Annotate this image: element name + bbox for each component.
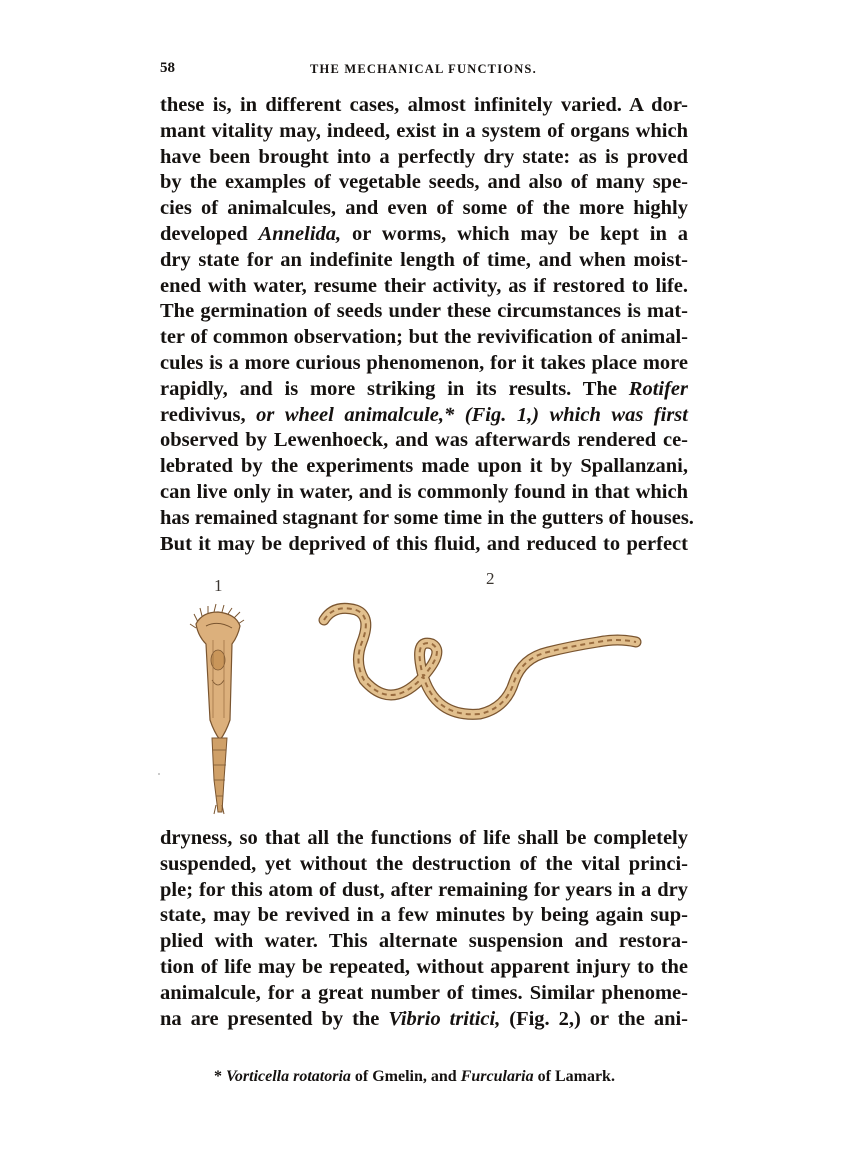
line-text: developed [160,222,259,245]
text-line [160,196,688,222]
line-text: dryness, so that all the functions of life shall be completely [160,827,688,849]
line-text: by the examples of vegetable seeds, and also of many spe- [160,171,688,194]
text-line [160,878,688,904]
line-text: na are presented by the [160,1007,389,1030]
footnote-marker: * [214,1068,222,1085]
line-text: state, may be revived in a few minutes by being again sup- [160,904,688,927]
page-number: 58 [160,60,175,76]
text-line [160,274,688,300]
running-head: THE MECHANICAL FUNCTIONS. [310,62,537,76]
line-text: But it may be deprived of this fluid, and reduced to perfect [160,532,688,555]
text-line [160,1007,688,1033]
italic-term: Vibrio tritici, [388,1007,501,1030]
line-text: animalcule, for a great number of times. Similar phenome- [160,981,688,1004]
figure-2-label: 2 [486,569,495,588]
text-line [160,299,688,325]
line-text: cies of animalcules, and even of some of the more highly [160,197,688,220]
line-text: tion of life may be repeated, without apparent injury to the [160,955,688,978]
line-text: ened with water, resume their activity, as if restored to life. [160,274,688,297]
line-text: dry state for an indefinite length of time, and when moist- [160,248,688,271]
line-text: mant vitality may, indeed, exist in a system of organs which [160,119,688,142]
line-text: observed by Lewenhoeck, and was afterwards rendered ce- [160,429,688,452]
text-line [160,955,688,981]
text-line [160,929,688,955]
text-line [160,852,688,878]
speck [158,773,160,775]
line-text: suspended, yet without the destruction of the vital princi- [160,852,688,875]
text-line [160,170,688,196]
footnote-term-2: Furcularia [460,1068,534,1085]
footnote-text-mid: of Gmelin, and [350,1068,461,1085]
body-paragraph-2 [160,826,688,1032]
italic-term: Annelida, [258,222,342,245]
text-line [160,403,688,429]
text-line [160,454,688,480]
italic-term: Rotifer [628,377,688,400]
text-line [160,351,688,377]
body-paragraph-1 [160,93,694,557]
line-text: have been brought into a perfectly dry state: as is proved [160,145,688,168]
text-line [160,981,688,1007]
rotifer-illustration [180,600,260,815]
line-text: or worms, which may be kept in a [341,222,688,245]
line-text: The germination of seeds under these circumstances is mat- [160,300,688,323]
text-line [160,532,688,558]
text-line [160,480,688,506]
line-text: can live only in water, and is commonly found in that which [160,480,688,503]
text-line [160,377,688,403]
text-line [160,903,688,929]
text-line [160,826,688,852]
text-line [160,506,694,532]
text-line [160,145,688,171]
line-text: plied with water. This alternate suspension and restora- [160,930,688,953]
footnote-text-end: of Lamark. [533,1068,615,1085]
text-line [160,93,688,119]
text-line [160,119,688,145]
line-text: has remained stagnant for some time in the gutters of houses. [160,506,694,529]
text-line [160,248,688,274]
footnote [214,1068,615,1086]
line-text: redivivus, [160,403,246,426]
line-text: cules is a more curious phenomenon, for it takes place more [160,351,688,374]
figure-1-label: 1 [214,576,223,595]
line-text: rapidly, and is more striking in its results. The [160,377,629,400]
vibrio-worm-illustration [310,590,650,740]
line-text: these is, in different cases, almost infinitely varied. A dor- [160,94,688,116]
text-line [160,222,688,248]
line-text: ple; for this atom of dust, after remaining for years in a dry [160,878,688,901]
text-line [160,428,688,454]
footnote-term-1: Vorticella rotatoria [226,1068,351,1085]
text-line [160,325,688,351]
line-text: (Fig. 2,) or the ani- [500,1007,688,1030]
line-text: lebrated by the experiments made upon it by Spallanzani, [160,455,688,478]
line-text: ter of common observation; but the revivification of animal- [160,326,688,349]
italic-term: or wheel animalcule,* (Fig. 1,) which was first [245,403,688,426]
